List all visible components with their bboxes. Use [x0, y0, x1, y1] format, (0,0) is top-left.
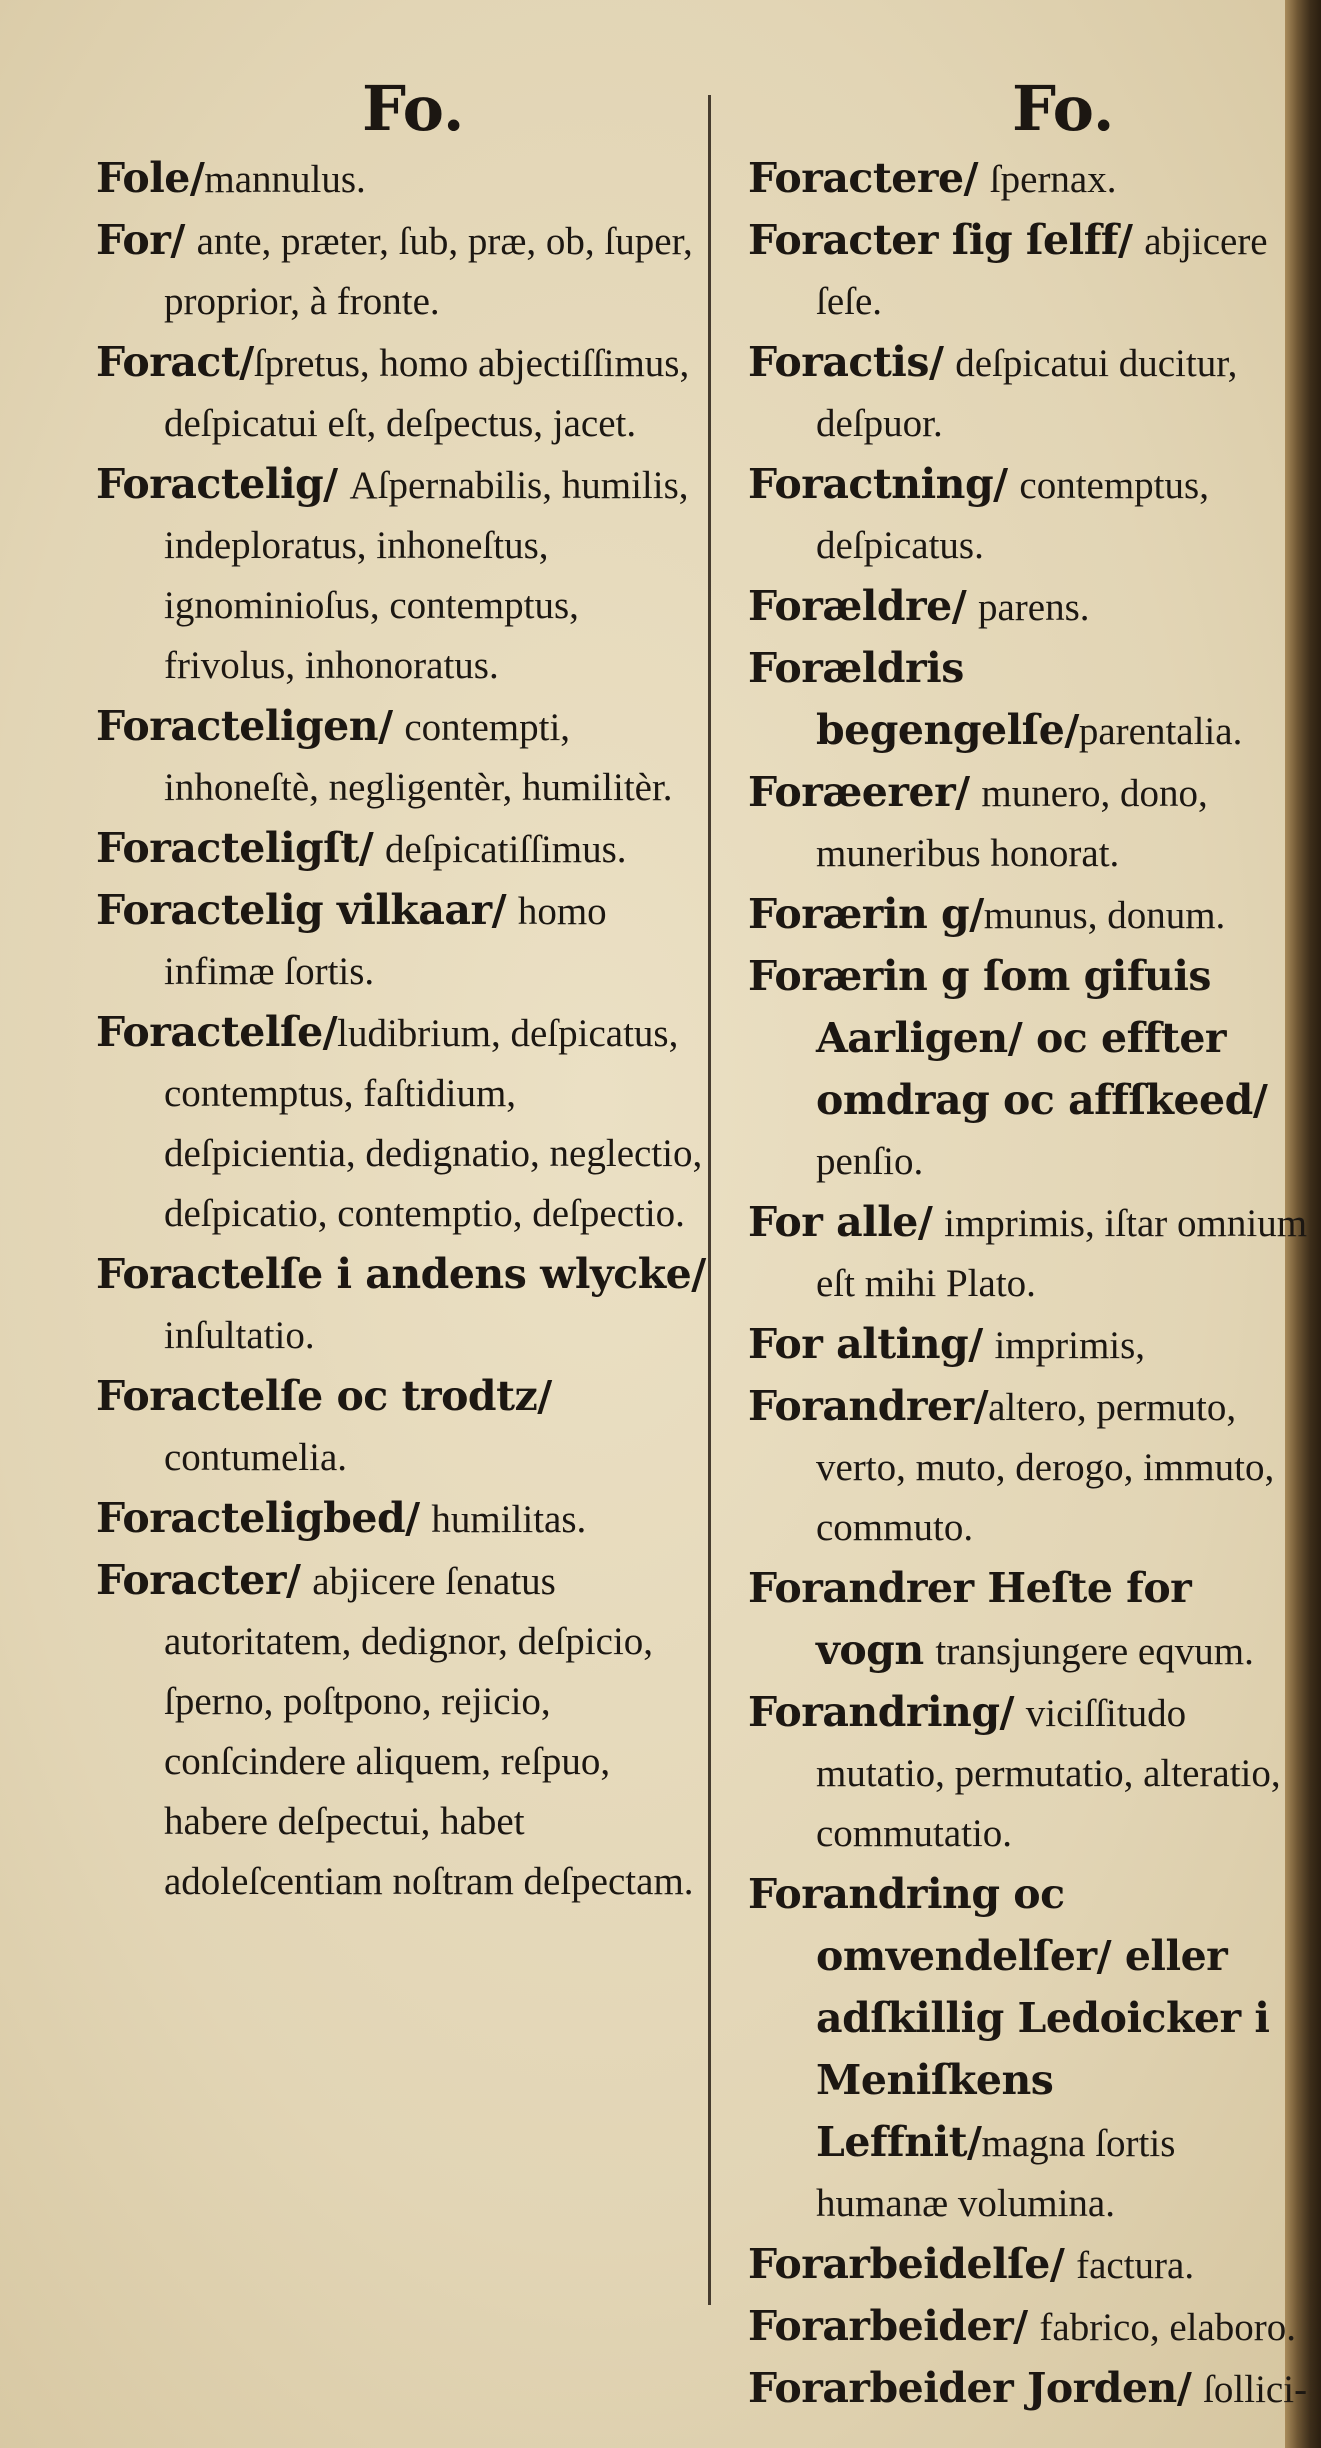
entry-definition: abjicere ſeſe.: [816, 220, 1268, 323]
entry-headword: Foracteligen/: [96, 702, 393, 750]
entry-definition: transjungere eqvum.: [935, 1630, 1254, 1673]
entry-headword: Foractelſe i andens wlycke/: [96, 1250, 706, 1298]
entry-definition: munero, dono, muneribus honorat.: [816, 772, 1208, 875]
entry-headword: Forærin g ſom gifuis Aarligen/ oc effter omdrag oc affſkeed/: [748, 952, 1268, 1124]
dictionary-entry: [96, 1366, 706, 1488]
dictionary-entry: [748, 576, 1308, 638]
entry-definition: homo infimæ ſortis.: [164, 890, 607, 993]
left-column: [96, 148, 706, 1912]
entry-definition: munus, donum.: [983, 894, 1226, 937]
entry-headword: Foract/: [96, 338, 254, 386]
entry-headword: Foractelig vilkaar/: [96, 886, 507, 934]
entry-headword: Foractelſe/: [96, 1008, 338, 1056]
entry-headword: Foræerer/: [748, 768, 970, 816]
entry-definition: Aſpernabilis, humilis, indeploratus, inhoneſtus, ignominioſus, contemptus, frivolus, inhonoratus.: [164, 464, 689, 687]
entry-headword: Forærin g/: [748, 890, 984, 938]
entry-headword: Foracter ſig ſelff/: [748, 216, 1133, 264]
entry-headword: Forarbeider/: [748, 2302, 1028, 2350]
entry-headword: For alting/: [748, 1320, 983, 1368]
dictionary-entry: [96, 210, 706, 332]
entry-definition: contemptus, deſpicatus.: [816, 464, 1209, 567]
entry-definition: ludibrium, deſpicatus, contemptus, faſtidium, deſpicientia, dedignatio, neglectio, deſpicatio, contemptio, deſpectio.: [164, 1012, 703, 1235]
entry-headword: Forandrer Heſte for vogn: [748, 1564, 1192, 1674]
entry-definition: contumelia.: [164, 1436, 348, 1479]
column-divider: [708, 95, 711, 2305]
entry-definition: abjicere ſenatus autoritatem, dedignor, deſpicio, ſperno, poſtpono, rejicio, conſcindere aliquem, reſpuo, habere deſpectui, habet adoleſcentiam noſtram deſpectam.: [164, 1560, 694, 1903]
dictionary-entry: [748, 2234, 1308, 2296]
entry-headword: Foractning/: [748, 460, 1008, 508]
entry-headword: Foractis/: [748, 338, 944, 386]
entry-definition: humilitas.: [431, 1498, 587, 1541]
entry-definition: deſpicatiſſimus.: [385, 828, 627, 871]
entry-headword: Foracteligbed/: [96, 1494, 420, 1542]
entry-headword: Forandrer/: [748, 1382, 989, 1430]
dictionary-entry: [748, 638, 1308, 762]
entry-definition: deſpicatui ducitur, deſpuor.: [816, 342, 1238, 445]
dictionary-entry: [748, 210, 1308, 332]
entry-definition: magna ſortis humanæ volumina.: [816, 2122, 1176, 2225]
entry-headword: Foractelig/: [96, 460, 338, 508]
dictionary-entry: [748, 332, 1308, 454]
dictionary-entry: [748, 946, 1308, 1192]
entry-definition: parentalia.: [1078, 710, 1243, 753]
entry-headword: Foracter/: [96, 1556, 301, 1604]
entry-definition: ſpretus, homo abjectiſſimus, deſpicatui eſt, deſpectus, jacet.: [164, 342, 690, 445]
dictionary-entry: [748, 2358, 1308, 2420]
right-column-header: Fo.: [1012, 72, 1115, 145]
dictionary-entry: [748, 1864, 1308, 2234]
entry-definition: imprimis, iſtar omnium eſt mihi Plato.: [816, 1202, 1308, 1305]
entry-headword: Foracteligſt/: [96, 824, 374, 872]
entry-headword: For/: [96, 216, 185, 264]
dictionary-entry: [748, 1558, 1308, 1682]
dictionary-entry: [748, 1192, 1308, 1314]
dictionary-entry: [748, 2296, 1308, 2358]
left-column-header: Fo.: [362, 72, 465, 145]
entry-headword: Fole/: [96, 154, 205, 202]
entry-headword: Forældris begengelſe/: [748, 644, 1079, 754]
dictionary-entry: [748, 884, 1308, 946]
entry-definition: factura.: [1076, 2244, 1195, 2287]
entry-definition: viciſſitudo mutatio, permutatio, alteratio, commutatio.: [816, 1692, 1281, 1855]
entry-headword: Forandring oc omvendelſer/ eller adſkillig Ledoicker i Meniſkens Leffnit/: [748, 1870, 1270, 2166]
dictionary-entry: [96, 1002, 706, 1244]
entry-definition: inſultatio.: [164, 1314, 315, 1357]
dictionary-entry: [96, 148, 706, 210]
right-column: [748, 148, 1308, 2412]
dictionary-entry: [748, 148, 1308, 210]
dictionary-entry: [748, 1682, 1308, 1864]
entry-definition: parens.: [977, 586, 1090, 629]
entry-definition: altero, permuto, verto, muto, derogo, immuto, commuto.: [816, 1386, 1275, 1549]
dictionary-entry: [96, 1550, 706, 1912]
entry-headword: For alle/: [748, 1198, 933, 1246]
entry-headword: Forandring/: [748, 1688, 1014, 1736]
entry-headword: Foractelſe oc trodtz/: [96, 1372, 552, 1420]
dictionary-entry: [96, 880, 706, 1002]
entry-definition: penſio.: [816, 1140, 924, 1183]
entry-definition: ſpernax.: [989, 158, 1117, 201]
dictionary-entry: [748, 454, 1308, 576]
dictionary-entry: [96, 818, 706, 880]
dictionary-entry: [748, 1376, 1308, 1558]
entry-definition: imprimis,: [994, 1324, 1146, 1367]
entry-headword: Forældre/: [748, 582, 967, 630]
dictionary-entry: [96, 454, 706, 696]
entry-headword: Forarbeidelſe/: [748, 2240, 1065, 2288]
entry-headword: Foractere/: [748, 154, 979, 202]
dictionary-entry: [96, 1488, 706, 1550]
entry-definition: ante, præter, ſub, præ, ob, ſuper, proprior, à fronte.: [164, 220, 693, 323]
entry-headword: Forarbeider Jorden/: [748, 2364, 1192, 2412]
dictionary-entry: [96, 332, 706, 454]
dictionary-entry: [748, 1314, 1308, 1376]
dictionary-entry: [748, 762, 1308, 884]
dictionary-entry: [96, 696, 706, 818]
dictionary-entry: [96, 1244, 706, 1366]
entry-definition: mannulus.: [204, 158, 366, 201]
entry-definition: contempti, inhoneſtè, negligentèr, humilitèr.: [164, 706, 673, 809]
entry-definition: ſollici-: [1203, 2368, 1308, 2411]
entry-definition: fabrico, elaboro.: [1039, 2306, 1297, 2349]
